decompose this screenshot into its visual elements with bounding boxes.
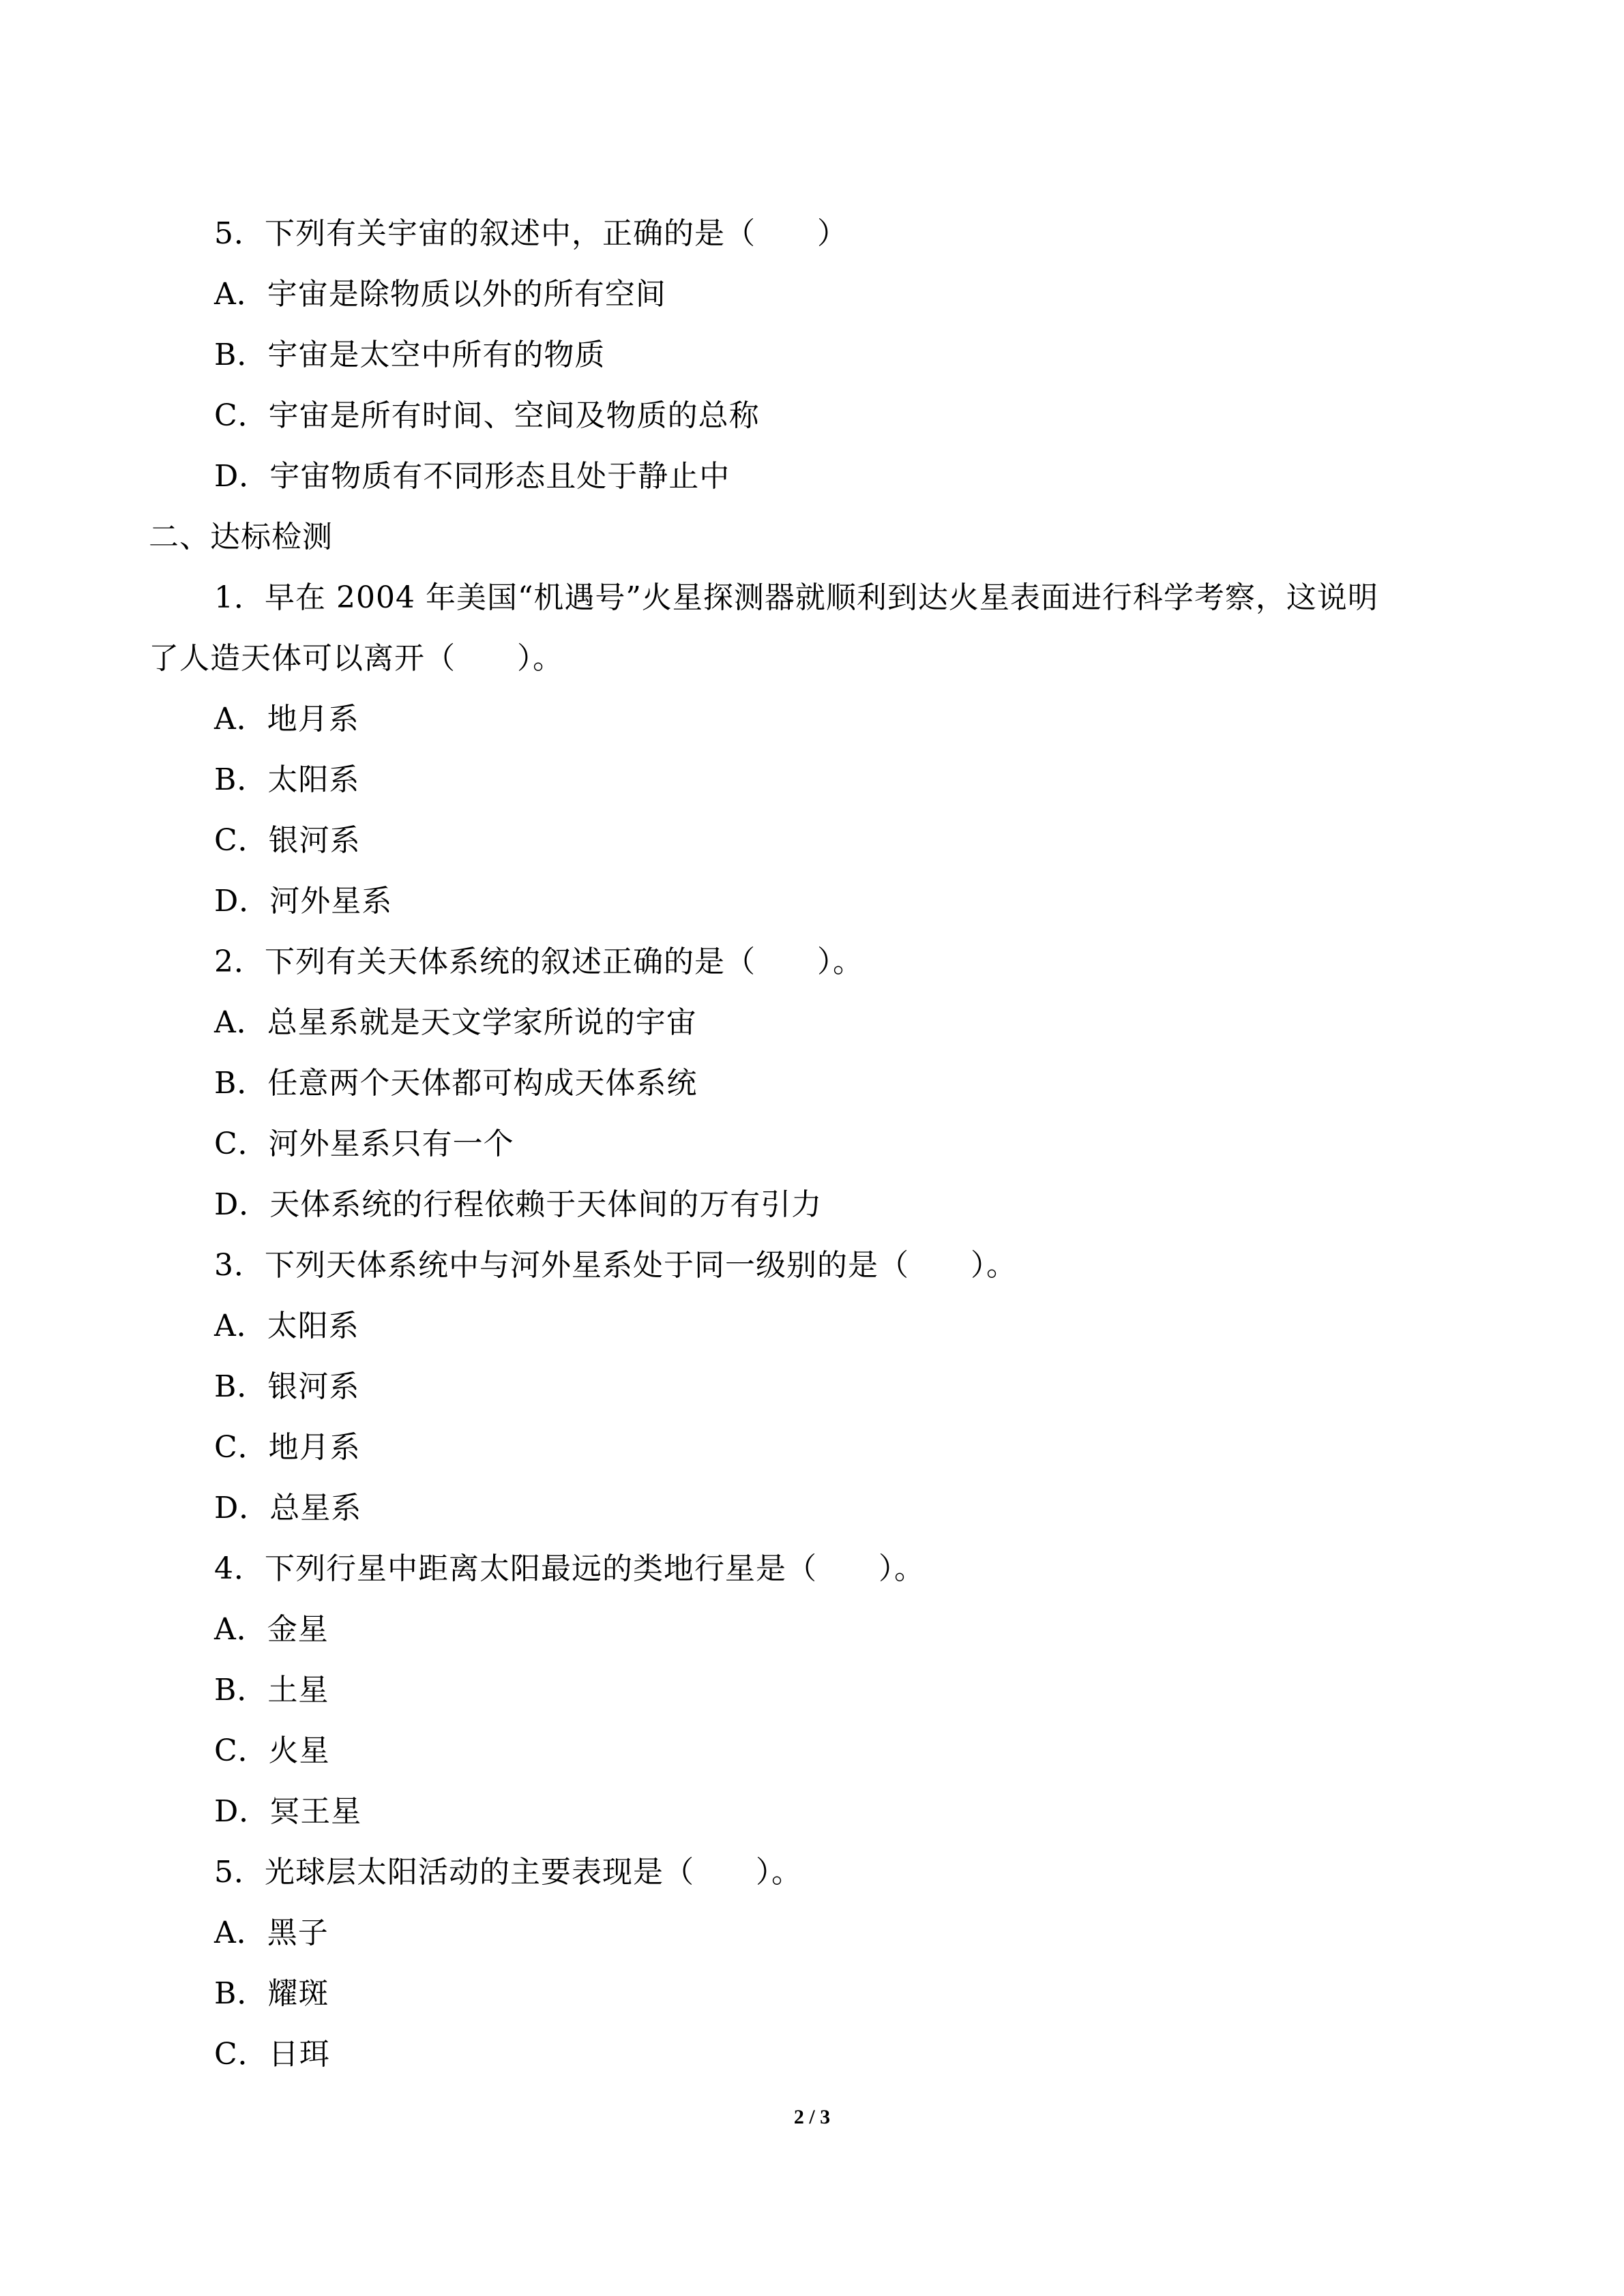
- check-question-5-prompt: 5．光球层太阳活动的主要表现是（ ）。: [214, 1855, 802, 1890]
- check-question-4-option-a: A．金星: [214, 1612, 329, 1647]
- check-question-3-option-b: B．银河系: [214, 1369, 360, 1404]
- check-question-1-option-c: C．银河系: [214, 823, 361, 858]
- check-question-4-option-d: D．冥王星: [214, 1794, 362, 1829]
- check-question-2-option-b: B．任意两个天体都可构成天体系统: [214, 1066, 698, 1101]
- question-5-option-a: A．宇宙是除物质以外的所有空间: [214, 277, 666, 312]
- check-question-1-prompt: 1．早在 2004 年美国“机遇号”火星探测器就顺利到达火星表面进行科学考察，这说明: [214, 580, 1378, 615]
- check-question-3-option-a: A．太阳系: [214, 1309, 359, 1343]
- question-5-option-c: C．宇宙是所有时间、空间及物质的总称: [214, 398, 760, 433]
- check-question-1-option-a: A．地月系: [214, 702, 359, 736]
- check-question-2-prompt: 2．下列有关天体系统的叙述正确的是（ ）。: [214, 944, 863, 979]
- check-question-1-prompt-continued: 了人造天体可以离开（ ）。: [149, 641, 563, 676]
- check-question-1-option-b: B．太阳系: [214, 762, 360, 797]
- check-question-2-option-a: A．总星系就是天文学家所说的宇宙: [214, 1005, 697, 1040]
- check-question-2-option-d: D．天体系统的行程依赖于天体间的万有引力: [214, 1187, 823, 1222]
- check-question-5-option-a: A．黑子: [214, 1915, 329, 1950]
- check-question-4-option-b: B．土星: [214, 1673, 329, 1708]
- check-question-4-prompt: 4．下列行星中距离太阳最远的类地行星是（ ）。: [214, 1551, 925, 1586]
- question-5-option-d: D．宇宙物质有不同形态且处于静止中: [214, 459, 730, 494]
- check-question-2-option-c: C．河外星系只有一个: [214, 1127, 514, 1161]
- check-question-3-option-c: C．地月系: [214, 1430, 361, 1465]
- check-question-3-prompt: 3．下列天体系统中与河外星系处于同一级别的是（ ）。: [214, 1248, 1017, 1283]
- question-5-prompt: 5．下列有关宇宙的叙述中，正确的是（ ）: [214, 216, 848, 251]
- question-5-option-b: B．宇宙是太空中所有的物质: [214, 338, 606, 372]
- page-number: 2 / 3: [793, 2106, 831, 2128]
- check-question-1-option-d: D．河外星系: [214, 884, 393, 919]
- check-question-5-option-c: C．日珥: [214, 2037, 330, 2072]
- check-question-4-option-c: C．火星: [214, 1733, 330, 1768]
- check-question-3-option-d: D．总星系: [214, 1491, 362, 1525]
- section-heading: 二、达标检测: [149, 520, 333, 554]
- check-question-5-option-b: B．耀斑: [214, 1976, 329, 2011]
